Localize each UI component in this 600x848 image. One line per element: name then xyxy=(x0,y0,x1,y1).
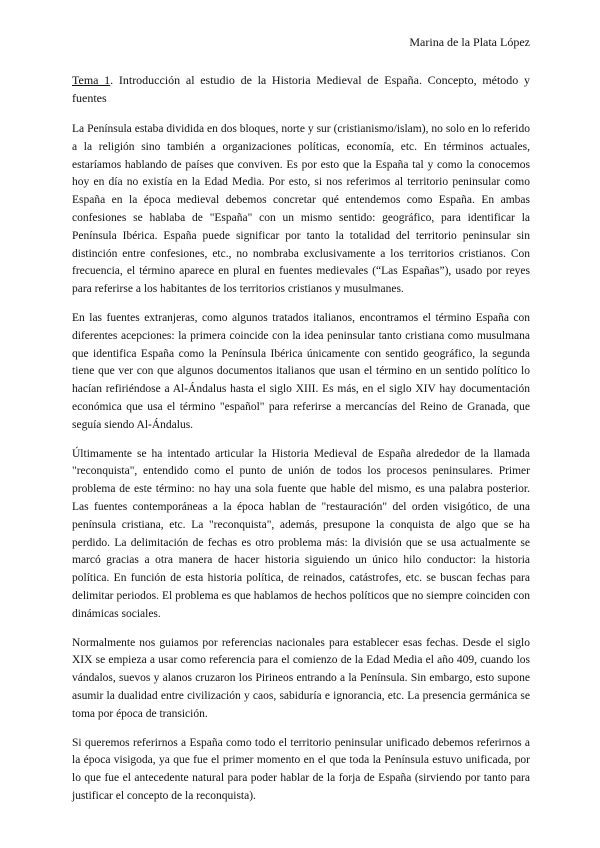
paragraph-1: La Península estaba dividida en dos bloques, norte y sur (cristianismo/islam), no solo en lo referido a la religión sino también a organizaciones políticas, economía, etc. En términos actuales, estaríamos hablando de países que conviven. Es por esto que la España tal y como la conocemos hoy en día no existía en la Edad Media. Por esto, si nos referimos al territorio peninsular como España en la época medieval debemos concretar qué entendemos como España. En ambas confesiones se hablaba de "España" con un mismo sentido: geográfico, para identificar la Península Ibérica. España puede significar por tanto la totalidad del territorio peninsular sin distinción entre confesiones, etc., no nombraba exclusivamente a los territorios cristianos. Con frecuencia, el término aparece en plural en fuentes medievales (“Las Españas”), usado por reyes para referirse a los habitantes de los territorios cristianos y musulmanes. xyxy=(72,123,530,296)
topic-heading xyxy=(72,71,530,107)
paragraph-3: Últimamente se ha intentado articular la Historia Medieval de España alrededor de la llamada "reconquista", entendido como el punto de unión de todos los procesos peninsulares. Primer problema de este término: no hay una sola fuente que hable del mismo, es una palabra posterior. Las fuentes contemporáneas a la época hablan de "restauración" del orden visigótico, de una península cristiana, etc. La "reconquista", además, presupone la conquista de algo que se ha perdido. La delimitación de fechas es otro problema más: la división que se usa actualmente se marcó gracias a otra manera de hacer historia siguiendo un único hilo conductor: la historia política. En función de esta historia política, de reinados, catástrofes, etc. se buscan fechas para delimitar periodos. El problema es que hablamos de hechos políticos que no siempre coinciden con dinámicas sociales. xyxy=(72,447,530,620)
paragraph-2: En las fuentes extranjeras, como algunos tratados italianos, encontramos el término España con diferentes acepciones: la primera coincide con la idea peninsular tanto cristiana como musulmana que identifica España como la Península Ibérica únicamente con sentido geográfico, la segunda tiene que ver con que algunos documentos italianos que usan el término en un sentido político lo hacían refiriéndose a Al-Ándalus hasta el siglo XIII. Es más, en el siglo XIV hay documentación económica que usa el término "español" para referirse a mercancías del Reino de Granada, que seguía siendo Al-Ándalus. xyxy=(72,311,530,431)
author-name: Marina de la Plata López xyxy=(409,35,530,49)
paragraph-5: Si queremos referirnos a España como todo el territorio peninsular unificado debemos referirnos a la época visigoda, ya que fue el primer momento en el que toda la Península estuvo unificada, por lo que fue el antecedente natural para poder hablar de la forja de España (sirviendo por tanto para justificar el concepto de la reconquista). xyxy=(72,736,530,802)
paragraph-4: Normalmente nos guiamos por referencias nacionales para establecer esas fechas. Desde el siglo XIX se empieza a usar como referencia para el comienzo de la Edad Media el año 409, cuando los vándalos, suevos y alanos cruzaron los Pirineos entrando a la Península. Sin embargo, esto supone asumir la dualidad entre civilización y caos, sabiduría e ignorancia, etc. La presencia germánica se toma por época de transición. xyxy=(72,636,530,720)
topic-label: Tema 1 xyxy=(72,73,111,87)
document-body xyxy=(72,71,530,817)
topic-title: . Introducción al estudio de la Historia Medieval de España. Concepto, método y fuentes xyxy=(72,73,530,105)
